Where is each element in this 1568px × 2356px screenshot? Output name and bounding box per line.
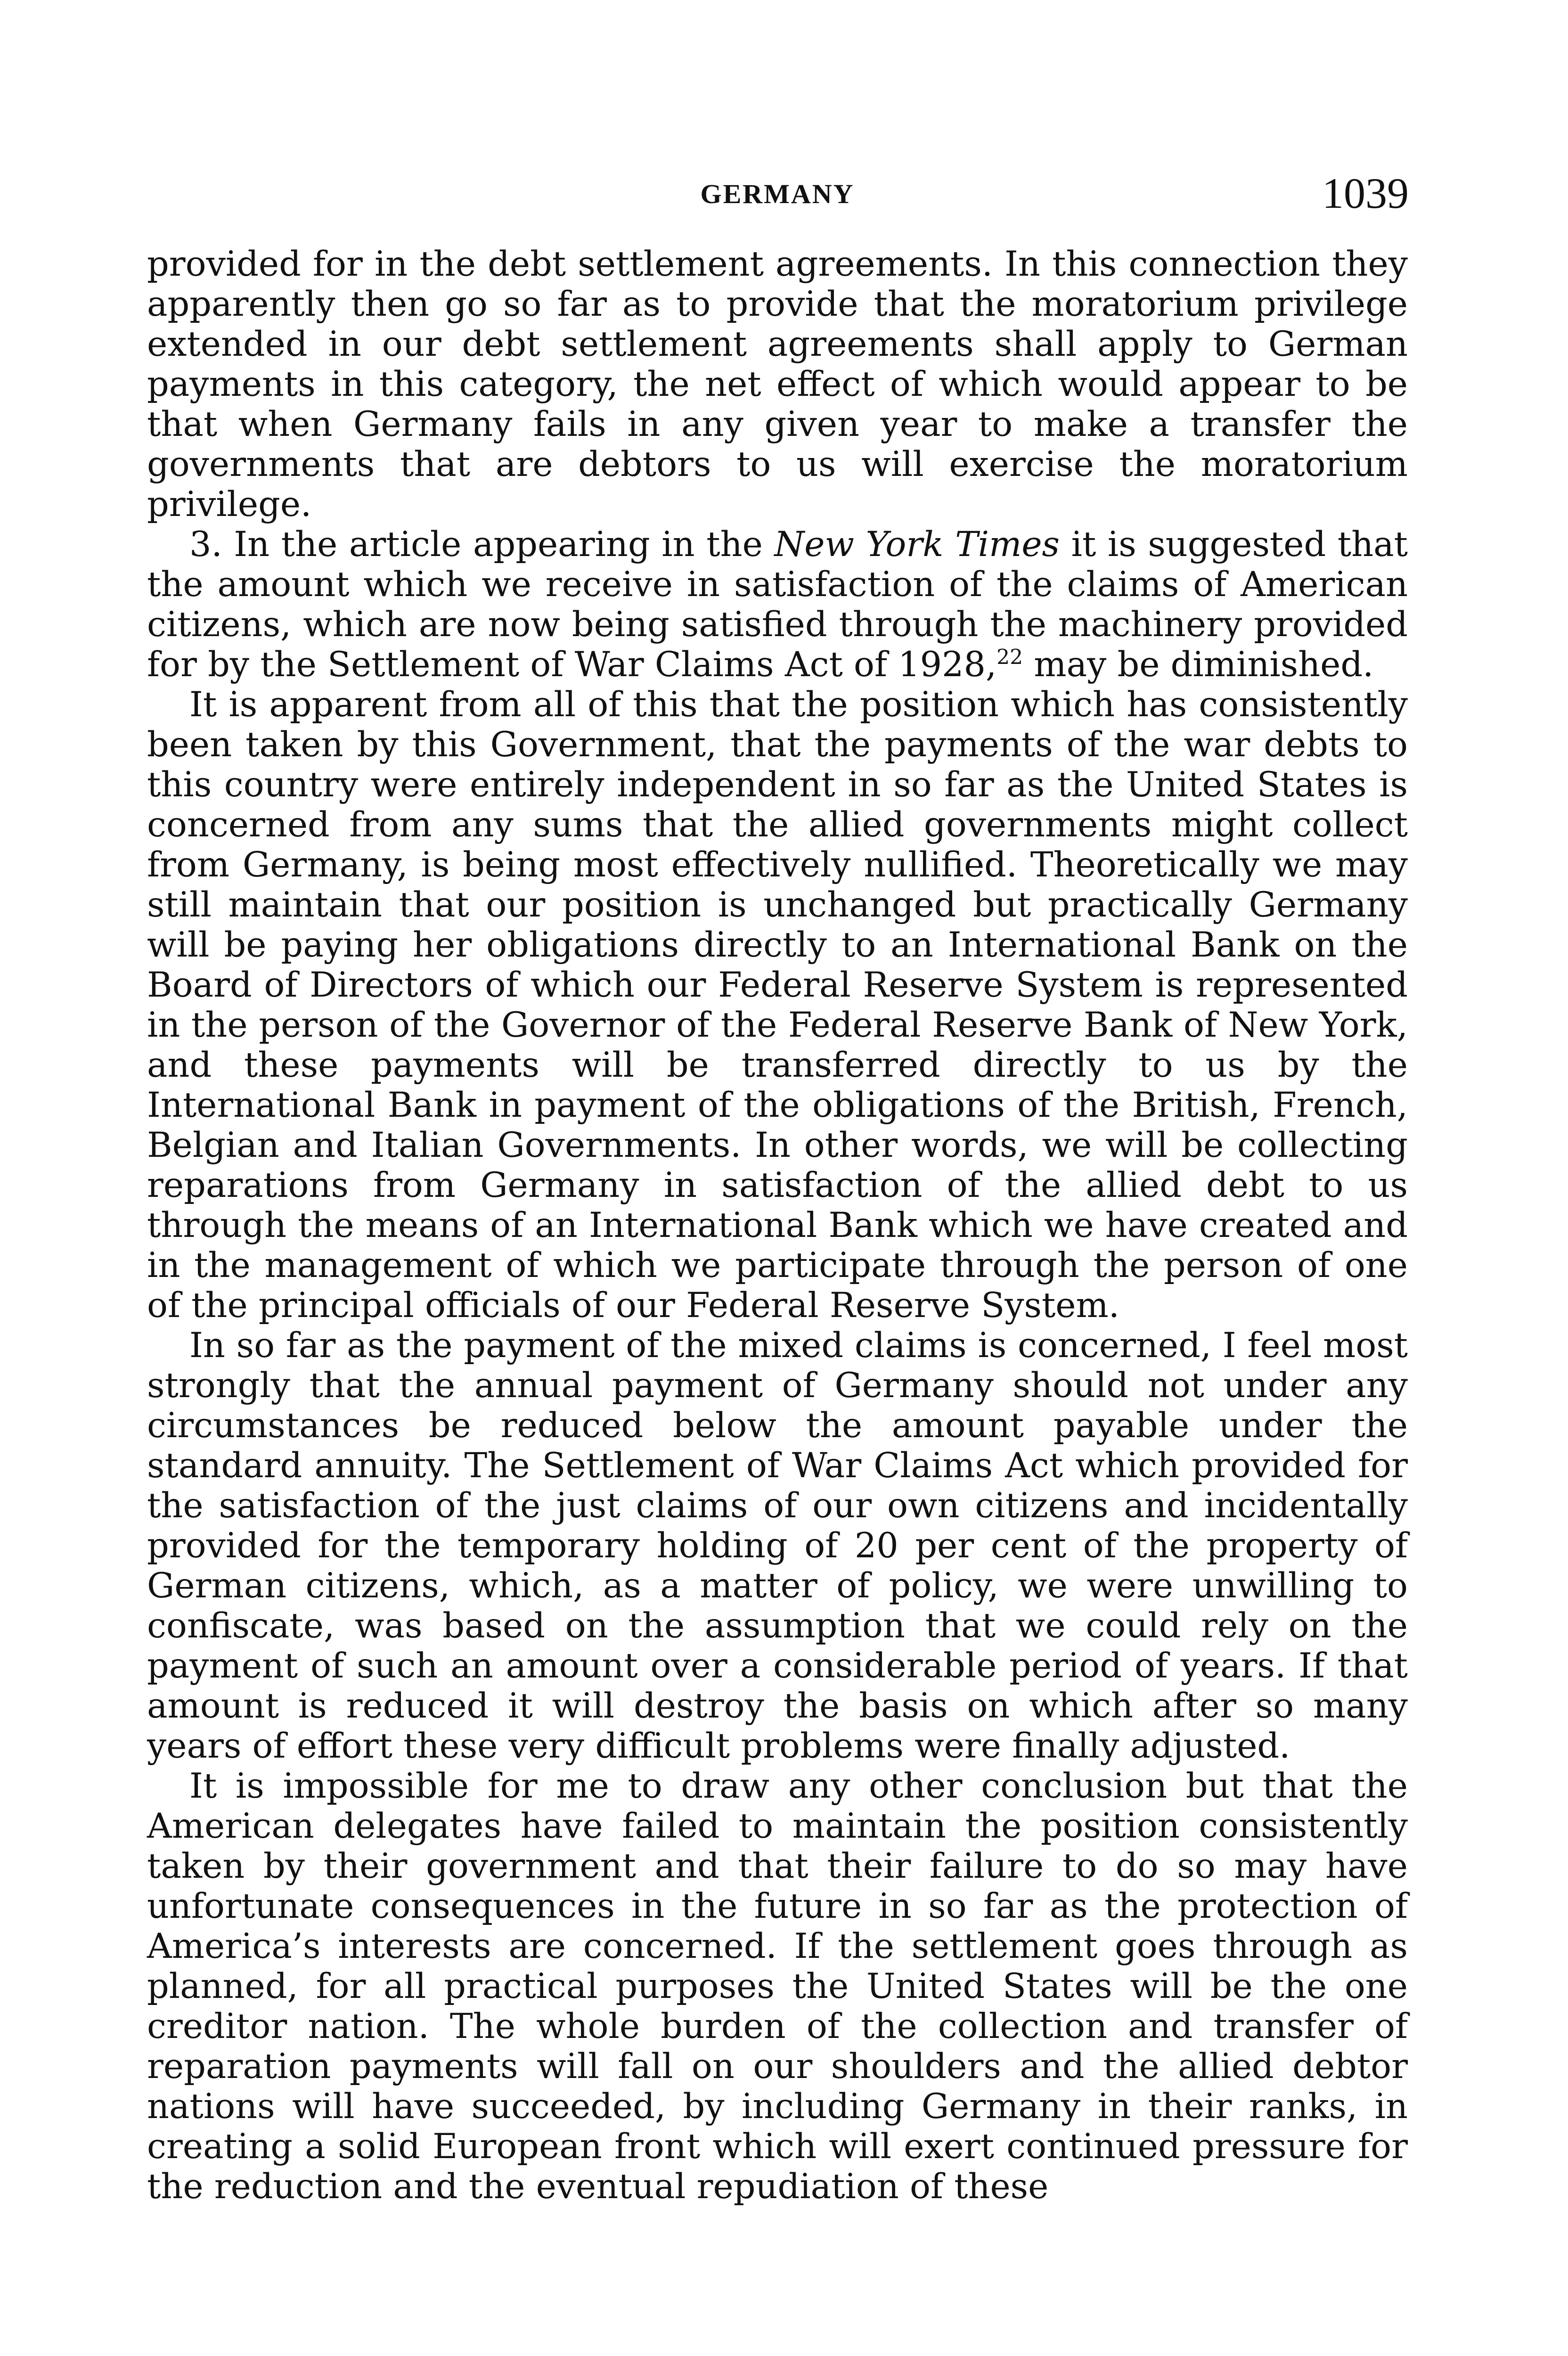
paragraph-1: provided for in the debt settlement agreements. In this connection they apparently then go so far as to provide that the moratorium privilege extended in our debt settlement agreements shall apply to German payments in this category, the net effect of which would appear to be that when Germany fails in any given year to make a transfer the governments that are debtors to us will exercise the moratorium privilege. xyxy=(147,244,1408,524)
running-title: GERMANY xyxy=(700,179,855,209)
paragraph-5: It is impossible for me to draw any other conclusion but that the American delegates have failed to maintain the position consistently taken by their government and that their failure to do so may have unfortunate consequences in the future in so far as the protection of America’s interests are concerned. If the settlement goes through as planned, for all practical purposes the United States will be the one creditor nation. The whole burden of the collection and transfer of reparation payments will fall on our shoulders and the allied debtor nations will have succeeded, by including Germany in their ranks, in creating a solid European front which will exert continued pressure for the reduction and the eventual repudiation of these xyxy=(147,1766,1408,2207)
page-number: 1039 xyxy=(1322,169,1409,217)
paragraph-2-middle: it is suggested that the amount which we receive in satisfaction of the claims of American citizens, which are now being satisfied through the machinery provided for by the Settlement of War Claims Act of 1928, xyxy=(147,524,1408,685)
footnote-reference: 22 xyxy=(996,645,1023,670)
paragraph-2 xyxy=(147,524,1408,685)
newspaper-title: New York Times xyxy=(774,524,1060,564)
paragraph-2-lead: 3. In the article appearing in the xyxy=(189,524,775,564)
paragraph-3: It is apparent from all of this that the position which has consistently been taken by this Government, that the payments of the war debts to this country were entirely independent in so far as the United States is concerned from any sums that the allied governments might collect from Germany, is being most effectively nullified. Theoretically we may still maintain that our position is unchanged but practically Germany will be paying her obligations directly to an International Bank on the Board of Directors of which our Federal Reserve System is represented in the person of the Governor of the Federal Reserve Bank of New York, and these payments will be transferred directly to us by the International Bank in payment of the obligations of the British, French, Belgian and Italian Governments. In other words, we will be collecting reparations from Germany in satisfaction of the allied debt to us through the means of an International Bank which we have created and in the management of which we participate through the person of one of the principal officials of our Federal Reserve System. xyxy=(147,685,1408,1325)
paragraph-4: In so far as the payment of the mixed claims is concerned, I feel most strongly that the annual payment of Germany should not under any circumstances be reduced below the amount payable under the standard annuity. The Settlement of War Claims Act which provided for the satisfaction of the just claims of our own citizens and incidentally provided for the temporary holding of 20 per cent of the property of German citizens, which, as a matter of policy, we were unwilling to confiscate, was based on the assumption that we could rely on the payment of such an amount over a considerable period of years. If that amount is reduced it will destroy the basis on which after so many years of effort these very difficult problems were finally adjusted. xyxy=(147,1325,1408,1766)
body-text xyxy=(147,244,1408,2207)
running-head xyxy=(146,170,1409,221)
paragraph-2-end: may be diminished. xyxy=(1023,645,1374,685)
